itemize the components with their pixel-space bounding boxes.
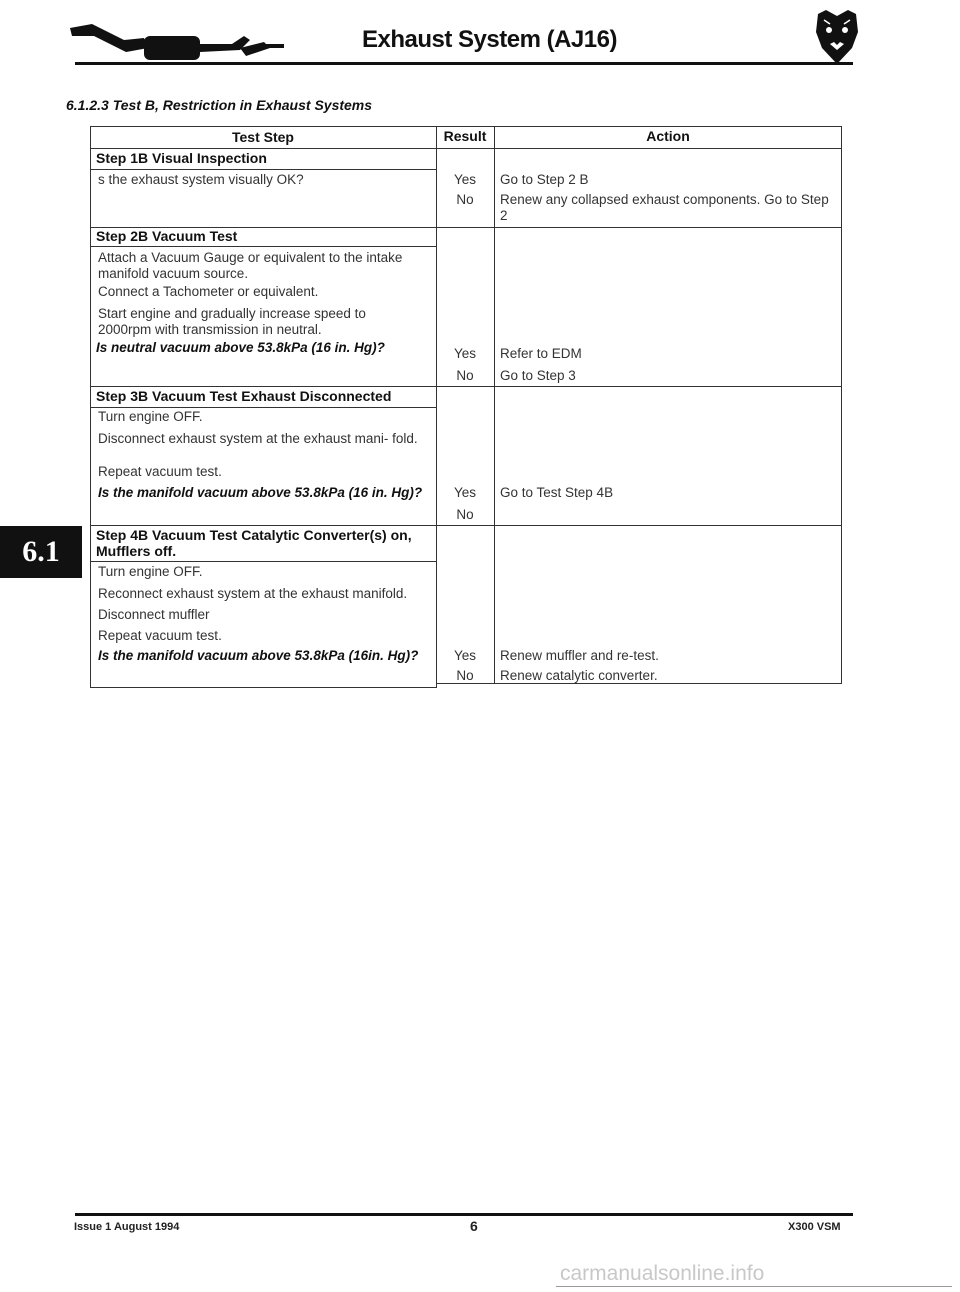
- step-text: Connect a Tachometer or equivalent.: [98, 284, 319, 299]
- page-title: Exhaust System (AJ16): [362, 26, 617, 53]
- step-question: Is neutral vacuum above 53.8kPa (16 in. Hg)?: [96, 340, 385, 355]
- step-text: Repeat vacuum test.: [98, 464, 222, 479]
- step-question: Is the manifold vacuum above 53.8kPa (16 in. Hg)?: [98, 485, 423, 500]
- step-text: Reconnect exhaust system at the exhaust manifold.: [98, 586, 408, 601]
- section-tab: 6.1: [0, 526, 82, 578]
- step-text: Disconnect muffler: [98, 607, 210, 622]
- result-value: No: [456, 668, 474, 683]
- result-value: No: [456, 507, 474, 522]
- header-action: Action: [646, 128, 690, 144]
- step-text: Turn engine OFF.: [98, 564, 203, 579]
- action-text: Renew catalytic converter.: [500, 668, 658, 683]
- result-value: Yes: [453, 485, 477, 500]
- action-text: Refer to EDM: [500, 346, 582, 361]
- step-title: Step 4B Vacuum Test Catalytic Converter(s) on, Mufflers off.: [96, 527, 412, 559]
- jaguar-emblem-icon: [812, 8, 862, 66]
- action-text: Go to Step 2 B: [500, 172, 589, 187]
- result-value: Yes: [453, 648, 477, 663]
- step-text: Turn engine OFF.: [98, 409, 203, 424]
- section-heading: 6.1.2.3 Test B, Restriction in Exhaust Systems: [66, 97, 373, 113]
- action-text: Renew any collapsed exhaust components. Go to Step 2: [500, 192, 829, 223]
- action-text: Go to Step 3: [500, 368, 576, 383]
- step-text: Repeat vacuum test.: [98, 628, 222, 643]
- footer-manual: X300 VSM: [788, 1221, 841, 1233]
- action-text: Go to Test Step 4B: [500, 485, 614, 500]
- result-value: No: [456, 192, 474, 207]
- step-text: Disconnect exhaust system at the exhaust mani- fold.: [98, 431, 418, 446]
- result-value: Yes: [453, 172, 477, 187]
- step-text: Attach a Vacuum Gauge or equivalent to the intake manifold vacuum source.: [98, 250, 403, 281]
- step-title: Step 2B Vacuum Test: [96, 228, 238, 244]
- action-text: Renew muffler and re-test.: [500, 648, 659, 663]
- header-result: Result: [443, 128, 487, 144]
- watermark-underline: [556, 1286, 952, 1287]
- header-rule: [75, 62, 853, 65]
- result-value: No: [456, 368, 474, 383]
- step-question: Is the manifold vacuum above 53.8kPa (16in. Hg)?: [98, 648, 419, 663]
- exhaust-pipe-logo: [64, 18, 304, 66]
- header-test-step: Test Step: [232, 129, 294, 145]
- result-value: Yes: [453, 346, 477, 361]
- step-title: Step 1B Visual Inspection: [96, 150, 267, 166]
- footer-issue: Issue 1 August 1994: [74, 1221, 180, 1233]
- step-text: Start engine and gradually increase speed to 2000rpm with transmission in neutral.: [98, 306, 366, 337]
- step-text: s the exhaust system visually OK?: [98, 172, 304, 187]
- page-number: 6: [470, 1218, 478, 1234]
- step-title: Step 3B Vacuum Test Exhaust Disconnected: [96, 388, 392, 404]
- watermark-text: carmanualsonline.info: [560, 1262, 765, 1285]
- footer-rule: [75, 1213, 853, 1216]
